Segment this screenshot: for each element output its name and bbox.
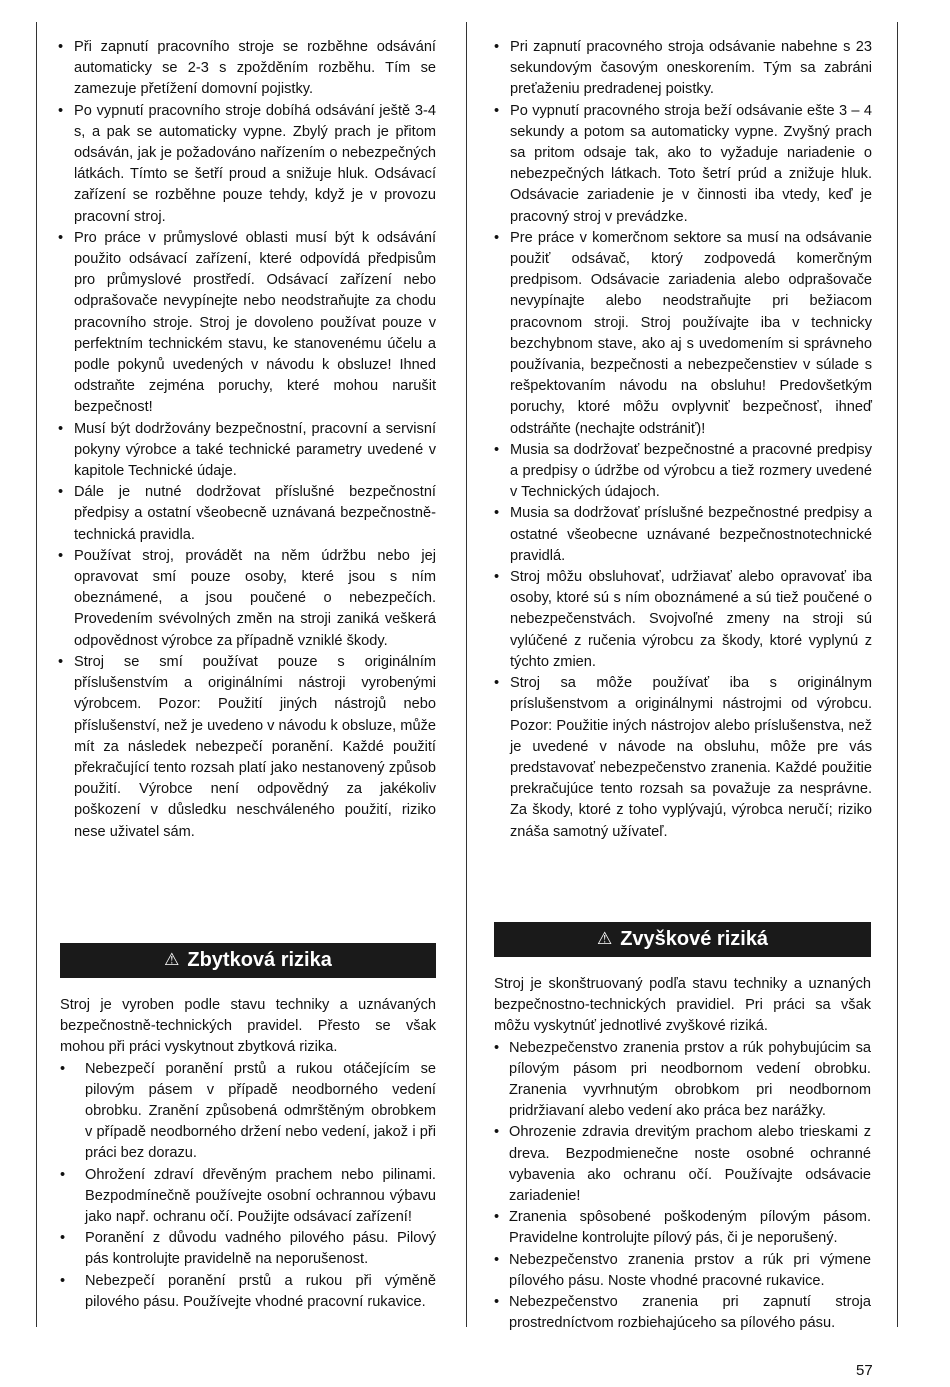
list-item: • Pro práce v průmyslové oblasti musí být k odsávání použito odsávací zařízení, které odpovídá předpisům pro průmyslové prostředí. Odsávací zařízení nebo odprašovače nevypínejte nebo neodstraňujte za chodu pracovního stroje. Stroj je dovoleno používat pouze v perfektním technickém stavu, ke stanovenému účelu a podle pokynů uvedených v návodu k obsluze! Ihned odstraňte zejména poruchy, které mohou narušit bezpečnost! [58, 228, 436, 419]
list-item: • Musí být dodržovány bezpečnostní, pracovní a servisní pokyny výrobce a také technické parametry uvedené v kapitole Technické údaje. [58, 419, 436, 483]
right-margin-rule [897, 22, 898, 1327]
list-item: • Dále je nutné dodržovat příslušné bezpečnostní předpisy a ostatní všeobecně uznávaná bezpečnostně-technická pravidla. [58, 482, 436, 546]
list-item: • Při zapnutí pracovního stroje se rozběhne odsávání automaticky se 2-3 s zpožděním rozběhu. Tím se zamezuje přetížení domovní pojistky. [58, 37, 436, 101]
list-item: • Ohrozenie zdravia drevitým prachom alebo trieskami z dreva. Bezpodmienečne noste osobné ochranné vybavenia ako ochranu očí. Používajte odsávacie zariadenie! [494, 1122, 871, 1207]
list-item: • Pre práce v komerčnom sektore sa musí na odsávanie použiť odsávač, ktorý zodpovedá komerčným predpisom. Odsávacie zariadenia alebo odprašovače nevypínajte alebo neodstraňujte pri bežiacom pracovnom stroji. Stroj používajte iba v technicky bezchybnom stave, ako aj s uvedomením si správneho používania, bezpečnosti a nebezpečenstiev v súlade s rešpektovaním návodu na obsluhu! Predovšetkým poruchy, ktoré môžu ovplyvniť bezpečnosť, ihneď odstráňte (nechajte odstrániť)! [494, 228, 872, 440]
left-margin-rule [36, 22, 37, 1327]
list-item: • Zranenia spôsobené poškodeným pílovým pásom. Pravidelne kontrolujte pílový pás, či je neporušený. [494, 1207, 871, 1249]
section-title: Zvyškové riziká [620, 927, 769, 950]
list-item: • Po vypnutí pracovního stroje dobíhá odsávání ještě 3-4 s, a pak se automaticky vypne. Zbylý prach je přitom odsáván, jak je požadováno nařízením o nebezpečných látkách. Tímto se šetří proud a snižuje hluk. Odsávací zařízení se rozběhne pouze tehdy, když je v provozu pracovní stroj. [58, 101, 436, 228]
list-item: • Používat stroj, provádět na něm údržbu nebo jej opravovat smí pouze osoby, které jsou s ním obeznámené, a jsou poučené o nebezpečích. Provedením svévolných změn na stroji zaniká veškerá odpovědnost výrobce za případně vzniklé škody. [58, 546, 436, 652]
list-item: • Nebezpečenstvo zranenia prstov a rúk pohybujúcim sa pílovým pásom pri neodbornom vedení obrobku. Zranenia vyvrhnutým obrobkom pri neodbornom pridržiavaní alebo vedení ako práca bez narážky. [494, 1038, 871, 1123]
list-item: • Stroj se smí používat pouze s originálním příslušenstvím a originálními nástroji vyrobenými výrobcem. Pozor: Použití jiných nástrojů nebo příslušenství, než je uvedeno v návodu k obsluze, může mít za následek nebezpečí poranění. Každé použití překračující tento rozsah platí jako nestanovený způsob použití. Výrobce není odpovědný za jakékoliv poškození v důsledku neschváleného použití, riziko nese uživatel sám. [58, 652, 436, 843]
slovak-safety-instructions [494, 37, 872, 843]
list-item: • Poranění z důvodu vadného pilového pásu. Pilový pás kontrolujte pravidelně na neporušenost. [60, 1228, 436, 1270]
list-item: • Stroj sa môže používať iba s originálnym príslušenstvom a originálnymi nástrojmi od výrobcu. Pozor: Použitie iných nástrojov alebo príslušenstva, než je uvedené v návode na obsluhu, môže pre vás predstavovať nebezpečenstvo zranenia. Každé použitie prekračujúce tento rozsah sa považuje za nesprávne. Za škody, ktoré z toho vyplývajú, výrobca neručí; riziko znáša samotný užívateľ. [494, 673, 872, 843]
risk-list [494, 1038, 871, 1335]
list-item: • Nebezpečenstvo zranenia pri zapnutí stroja prostredníctvom rozbiehajúceho sa pílového pásu. [494, 1292, 871, 1334]
czech-residual-risks-section [60, 943, 436, 1313]
list-item: • Musia sa dodržovať bezpečnostné a pracovné predpisy a predpisy o údržbe od výrobcu a tiež rozmery uvedené v Technických údajoch. [494, 440, 872, 504]
list-item: • Ohrožení zdraví dřevěným prachem nebo pilinami. Bezpodmínečně používejte osobní ochrannou výbavu jako např. ochranu očí. Použijte odsávací zařízení! [60, 1165, 436, 1229]
slovak-residual-risks-section [494, 922, 871, 1334]
czech-bullet-list [58, 37, 436, 843]
section-title: Zbytková rizika [187, 948, 332, 971]
slovak-bullet-list [494, 37, 872, 843]
section-intro: Stroj je skonštruovaný podľa stavu techniky a uznaných bezpečnostno-technických pravidiel. Pri práci sa však môžu vyskytnúť jednotlivé zvyškové riziká. [494, 976, 871, 1035]
list-item: • Po vypnutí pracovného stroja beží odsávanie ešte 3 – 4 sekundy a potom sa automaticky vypne. Zvyšný prach sa pritom odsaje tak, ako to vyžaduje nariadenie o nebezpečných látkach. Toto šetrí prúd a znižuje hluk. Odsávacie zariadenie je v činnosti iba vtedy, keď je pracovný stroj v prevádzke. [494, 101, 872, 228]
list-item: • Musia sa dodržovať príslušné bezpečnostné predpisy a ostatné všeobecne uznávané bezpečnostnotechnické pravidlá. [494, 503, 872, 567]
warning-triangle-icon: ⚠ [164, 949, 180, 970]
list-item: • Nebezpečenstvo zranenia prstov a rúk pri výmene pílového pásu. Noste vhodné pracovné rukavice. [494, 1250, 871, 1292]
section-intro: Stroj je vyroben podle stavu techniky a uznávaných bezpečnostně-technických pravidel. Přesto se však mohou při práci vyskytnout zbytková rizika. [60, 997, 436, 1056]
list-item: • Pri zapnutí pracovného stroja odsávanie nabehne s 23 sekundovým časovým oneskorením. Tým sa zabráni preťaženiu predradenej poistky. [494, 37, 872, 101]
column-divider-rule [466, 22, 467, 1327]
list-item: • Stroj môžu obsluhovať, udržiavať alebo opravovať iba osoby, ktoré sú s ním oboznámené a sú tiež poučené o nebezpečenstvách. Svojvoľné zmeny na stroji sú vylúčené z ručenia výrobcu za škody, ktoré vyplynú z týchto zmien. [494, 567, 872, 673]
list-item: • Nebezpečí poranění prstů a rukou při výměně pilového pásu. Používejte vhodné pracovní rukavice. [60, 1271, 436, 1313]
section-heading [494, 922, 871, 957]
list-item: • Nebezpečí poranění prstů a rukou otáčejícím se pilovým pásem v případě neodborného vedení obrobku. Zranění způsobená odmrštěným obrobkem v případě neodborného držení nebo vedení, jakož i při práci bez dorazu. [60, 1059, 436, 1165]
warning-triangle-icon: ⚠ [596, 928, 613, 949]
section-heading [60, 943, 436, 978]
risk-list [60, 1059, 436, 1313]
page-number: 57 [856, 1362, 873, 1379]
czech-safety-instructions [58, 37, 436, 843]
